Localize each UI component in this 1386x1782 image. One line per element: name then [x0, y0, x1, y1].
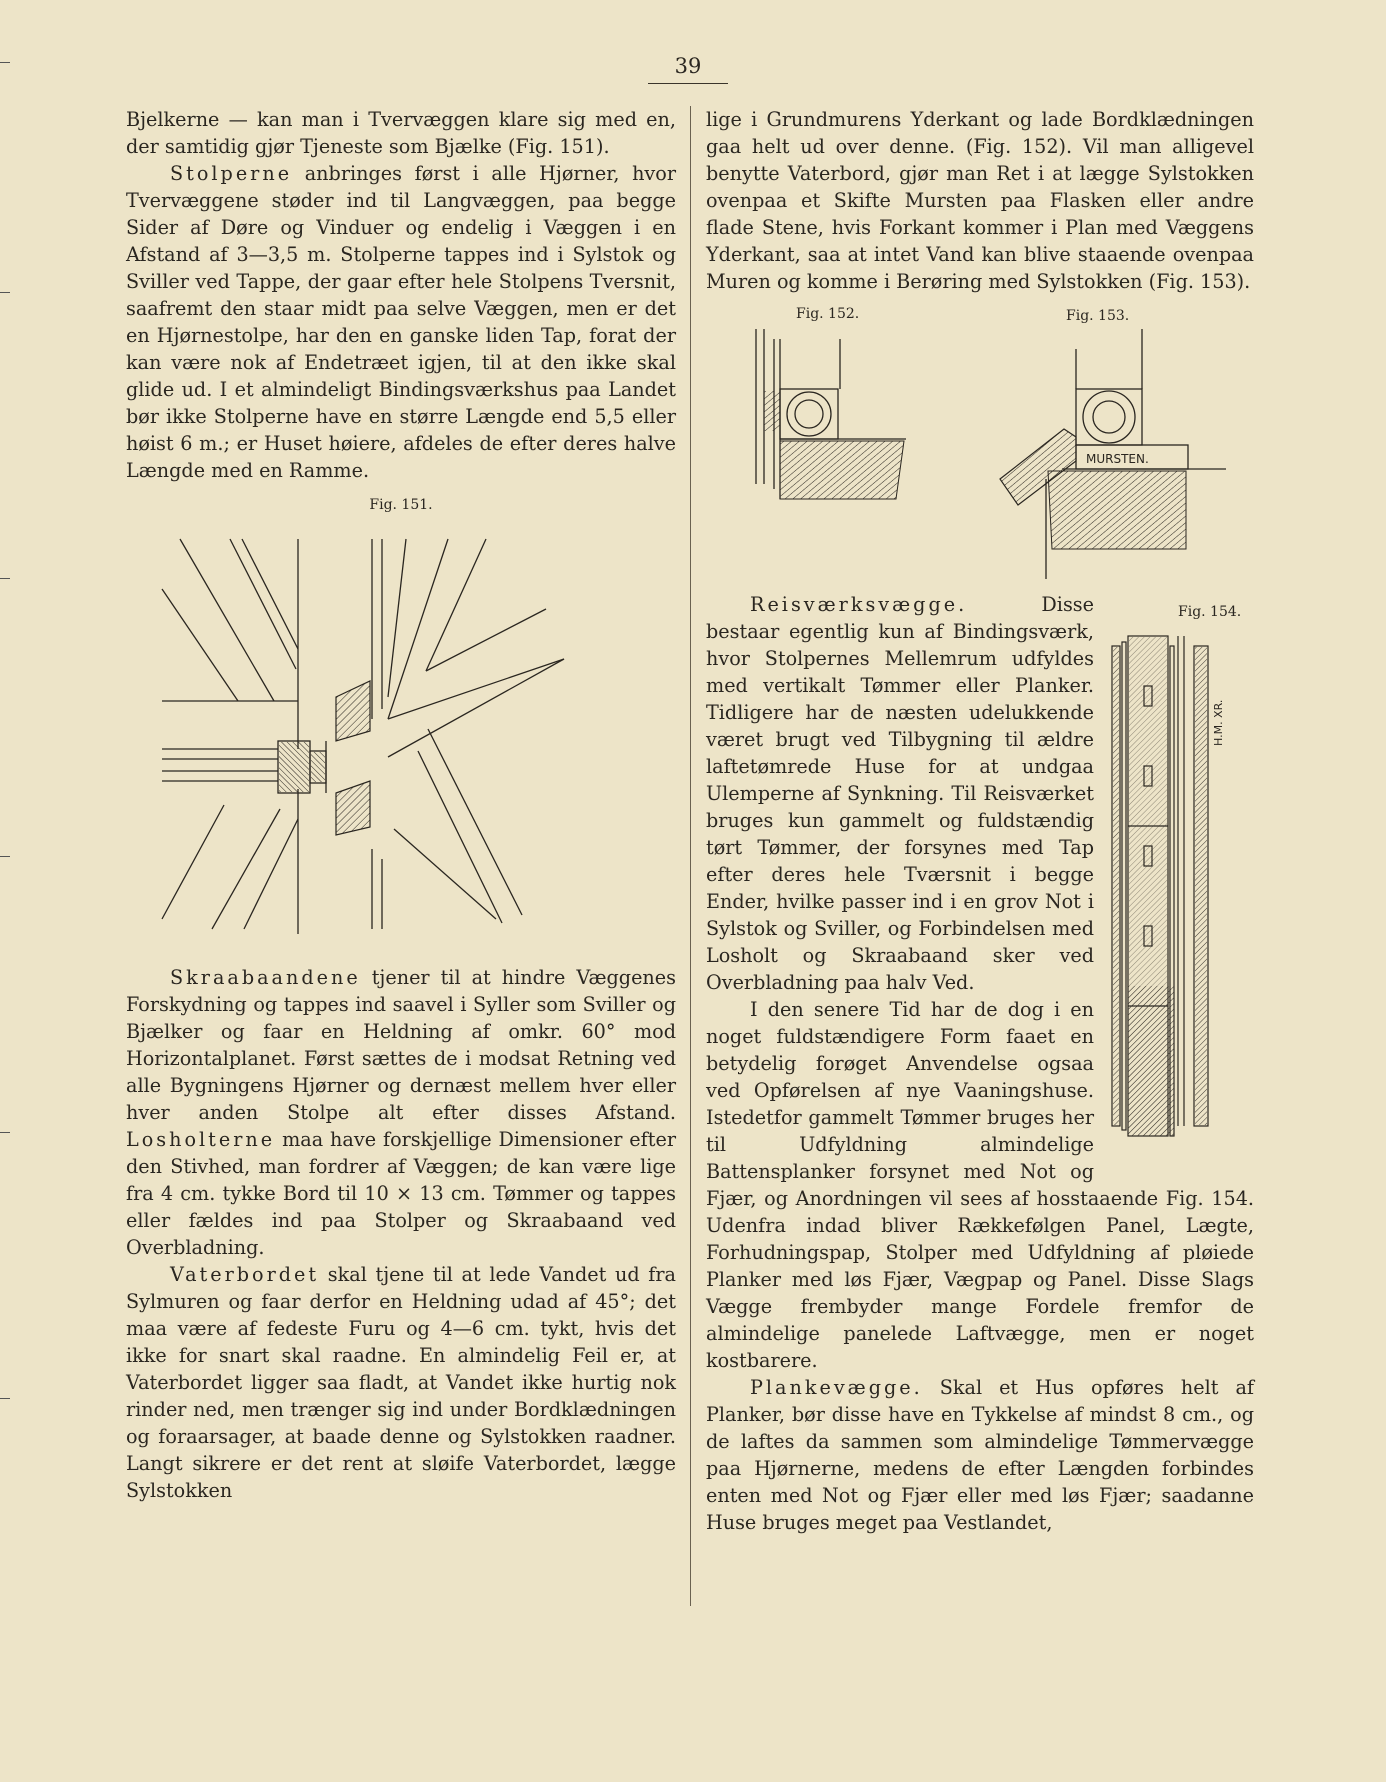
- left-paragraph-2-text: anbringes først i alle Hjørner, hvor Tvervæggene støder ind til Langvæggen, paa begge Sider af Døre og Vinduer og endelig i Væggen i en Afstand af 3—3,5 m. Stolperne tappes ind i Sylstok og Sviller ved Tappe, der gaar efter hele Stolpens Tversnit, saafremt den staar midt paa selve Væggen, men er det en Hjørnestolpe, har den en ganske liden Tap, forat der kan være nok af Endetræet igjen, til at den ikke skal glide ud. I et almindeligt Bindingsværkshus paa Landet bør ikke Stolperne have en større Længde end 5,5 eller høist 6 m.; er Huset høiere, afdeles de efter deres halve Længde med en Ramme.: [126, 162, 676, 482]
- term-vaterbordet: Vaterbordet: [170, 1263, 320, 1286]
- figure-152-drawing: [746, 329, 916, 549]
- term-losholterne: Losholterne: [126, 1128, 276, 1151]
- left-paragraph-4: [126, 1261, 676, 1504]
- left-paragraph-1: Bjelkerne — kan man i Tvervæggen klare sig med en, der samtidig gjør Tjeneste som Bjælke (Fig. 151).: [126, 108, 676, 158]
- figure-153-drawing: [996, 329, 1236, 579]
- figure-152-caption: Fig. 152.: [796, 306, 860, 322]
- page-number-rule: [648, 83, 728, 84]
- figure-153-caption: Fig. 153.: [1066, 308, 1130, 324]
- figure-151: [126, 492, 676, 964]
- left-paragraph-3b-text: maa have forskjellige Dimensioner efter den Stivhed, man fordrer af Væggen; de kan være lige fra 4 cm. tykke Bord til 10 × 13 cm. Tømmer og tappes eller fældes ind paa Stolper og Skraabaand ved Overbladning.: [126, 1128, 676, 1259]
- right-paragraph-4: [706, 1374, 1254, 1536]
- figure-154-signature: H.M. XR.: [1212, 699, 1225, 746]
- figure-151-drawing: [126, 519, 676, 969]
- term-plankevaegge: Plankevægge.: [750, 1376, 923, 1399]
- right-column: [706, 106, 1254, 1536]
- left-paragraph-4-text: skal tjene til at lede Vandet ud fra Sylmuren og faar derfor en Heldning udad af 45°; det maa være af fedeste Furu og 4—6 cm. tykt, hvis det ikke for snart skal raadne. En almindelig Feil er, at Vaterbordet ligger saa fladt, at Vandet ikke hurtig nok rinder ned, men trænger sig ind under Bordklædningen og foraarsager, at baade denne og Sylstokken raadner. Langt sikrere er det rent at sløife Vaterbordet, lægge Sylstokken: [126, 1263, 676, 1502]
- figure-154-drawing: [1104, 626, 1254, 1186]
- figures-152-153: [706, 299, 1254, 591]
- page-number: 39: [674, 54, 702, 78]
- left-paragraph-3: [126, 964, 676, 1261]
- term-stolperne: Stolperne: [170, 162, 293, 185]
- figure-153-label: MURSTEN.: [1086, 452, 1149, 466]
- column-divider: [690, 106, 691, 1606]
- figure-151-caption: Fig. 151.: [369, 497, 433, 513]
- right-paragraph-4-text: Skal et Hus opføres helt af Planker, bør disse have en Tykkelse af mindst 8 cm., og de laftes da sammen som almindelige Tømmervægge paa Hjørnerne, medens de efter Længden forbindes enten med Not og Fjær eller med løs Fjær; saadanne Huse bruges meget paa Vestlandet,: [706, 1376, 1254, 1534]
- right-paragraph-3: I den senere Tid har de dog i en noget fuldstændigere Form faaet en betydelig forøget Anvendelse ogsaa ved Opførelsen af nye Vaaningshuse. Istedetfor gammelt Tømmer bruges her til Udfyldning almindelige Battensplanker forsynet med Not og Fjær, og Anordningen vil sees af hosstaaende Fig. 154. Udenfra indad bliver Rækkefølgen Panel, Lægte, Forhudningspap, Stolper med Udfyldning af pløiede Planker med løs Fjær, Vægpap og Panel. Disse Slags Vægge frembyder mange Fordele fremfor de almindelige panelede Laftvægge, men er noget kostbarere.: [706, 998, 1254, 1372]
- right-paragraph-2: [706, 591, 1254, 996]
- left-column: [126, 106, 676, 1504]
- term-skraabaandene: Skraabaandene: [170, 966, 361, 989]
- left-paragraph-3-text: tjener til at hindre Væggenes Forskydning og tappes ind saavel i Syller som Sviller og Bjælker og faar en Heldning af omkr. 60° mod Horizontalplanet. Først sættes de i modsat Retning ved alle Bygningens Hjørner og dernæst mellem hver eller hver anden Stolpe alt efter disses Afstand.: [126, 966, 676, 1124]
- left-paragraph-2: [126, 160, 676, 484]
- term-reisvaerksvaegge: Reisværksvægge.: [750, 593, 968, 616]
- right-paragraph-1: lige i Grundmurens Yderkant og lade Bordklædningen gaa helt ud over denne. (Fig. 152). Vil man alligevel benytte Vaterbord, gjør man Ret i at lægge Sylstokken ovenpaa et Skifte Mursten paa Flasken eller andre flade Stene, hvis Forkant kommer i Plan med Væggens Yderkant, saa at intet Vand kan blive staaende ovenpaa Muren og komme i Berøring med Sylstokken (Fig. 153).: [706, 108, 1254, 293]
- figure-154-caption: Fig. 154.: [1178, 604, 1242, 620]
- right-paragraph-2-text: Disse bestaar egentlig kun af Bindingsværk, hvor Stolpernes Mellemrum udfyldes med vertikalt Tømmer eller Planker. Tidligere har de næsten udelukkende været brugt ved Tilbygning til ældre laftetømrede Huse for at undgaa Ulemperne af Synkning. Til Reisværket bruges kun gammelt og fuldstændig tørt Tømmer, der forsynes med Tap efter deres hele Tværsnit i begge Ender, hvilke passer ind i en grov Not i Sylstok og Sviller, og Forbindelsen med Losholt og Skraabaand sker ved Overbladning paa halv Ved.: [706, 593, 1094, 994]
- figure-154: [1104, 591, 1254, 1181]
